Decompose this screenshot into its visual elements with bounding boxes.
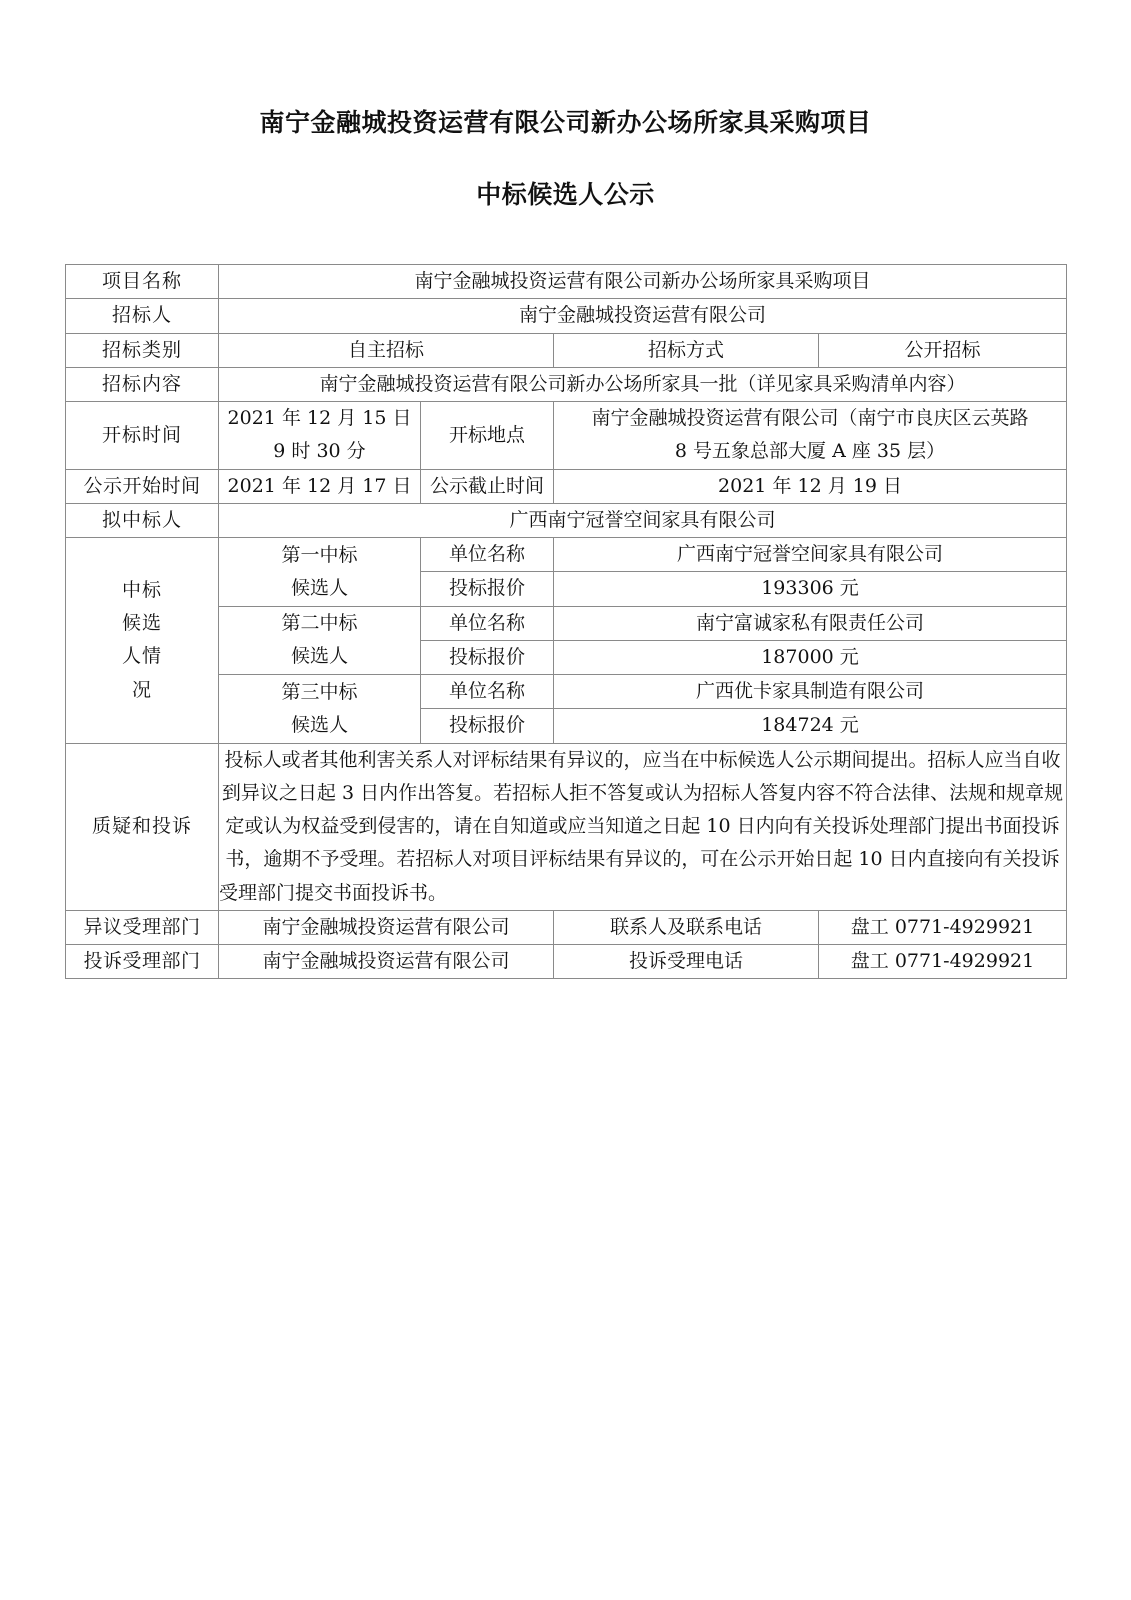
candidate-3-company: 广西优卡家具制造有限公司 [554,675,1067,709]
table-row [66,299,1067,333]
publicity-end-value: 2021 年 12 月 19 日 [554,469,1067,503]
page-subtitle: 中标候选人公示 [476,180,655,209]
table-row [66,503,1067,537]
candidate-2-price: 187000 元 [554,640,1067,674]
objection-contact-value: 盘工 0771-4929921 [819,910,1067,944]
publicity-end-label: 公示截止时间 [421,469,554,503]
table-row [66,469,1067,503]
candidate-3-name-label: 单位名称 [421,675,554,709]
bid-opening-place-line1: 南宁金融城投资运营有限公司（南宁市良庆区云英路 [591,407,1029,429]
candidates-label-line-2: 候选 [121,612,162,634]
complaint-phone-value: 盘工 0771-4929921 [819,945,1067,979]
bid-opening-place-line2: 8 号五象总部大厦 A 座 35 层） [674,440,946,463]
bid-opening-time-value [219,402,421,470]
candidate-1-name-label: 单位名称 [421,538,554,572]
publicity-start-label: 公示开始时间 [66,469,219,503]
candidate-rank-2-line1: 第二中标 [281,612,358,634]
table-row [66,265,1067,299]
page-title: 南宁金融城投资运营有限公司新办公场所家具采购项目 [259,108,872,137]
complaints-paragraph: 投标人或者其他利害关系人对评标结果有异议的，应当在中标候选人公示期间提出。招标人应当自收到异议之日起 3 日内作出答复。若招标人拒不答复或认为招标人答复内容不符合法律、法规和规章规定或认为权益受到侵害的，请在自知道或应当知道之日起 10 日内向有关投诉处理部门提出书面投诉书，逾期不予受理。若招标人对项目评标结果有异议的，可在公示开始日起 10 日内直接向有关投诉受理部门提交书面投诉书。 [219,748,1064,904]
complaints-label: 质疑和投诉 [66,743,219,910]
candidates-label-line-3: 人情 [121,645,162,668]
candidate-1-price: 193306 元 [554,572,1067,606]
candidates-label-line-4: 况 [131,678,152,701]
tender-method-value: 公开招标 [819,333,1067,367]
tender-content-label: 招标内容 [66,367,219,401]
bid-opening-time-line1: 2021 年 12 月 15 日 [227,407,412,429]
candidate-3-price: 184724 元 [554,709,1067,743]
candidate-rank-3 [219,675,421,744]
tenderee-value: 南宁金融城投资运营有限公司 [219,299,1067,333]
bid-opening-place-label: 开标地点 [421,402,554,470]
candidate-3-price-label: 投标报价 [421,709,554,743]
candidates-label-line-1: 中标 [121,578,162,601]
candidate-1-company: 广西南宁冠誉空间家具有限公司 [554,538,1067,572]
table-row [66,743,1067,910]
candidate-rank-1 [219,538,421,607]
table-row [66,367,1067,401]
objection-dept-value: 南宁金融城投资运营有限公司 [219,910,554,944]
complaint-phone-label: 投诉受理电话 [554,945,819,979]
candidate-rank-2 [219,606,421,675]
tender-category-value: 自主招标 [219,333,554,367]
table-row [66,910,1067,944]
bid-opening-time-label: 开标时间 [66,402,219,470]
project-name-label: 项目名称 [66,265,219,299]
tender-content-value: 南宁金融城投资运营有限公司新办公场所家具一批（详见家具采购清单内容） [219,367,1067,401]
complaints-text [219,743,1067,910]
proposed-winner-value: 广西南宁冠誉空间家具有限公司 [219,503,1067,537]
tender-method-label: 招标方式 [554,333,819,367]
objection-contact-label: 联系人及联系电话 [554,910,819,944]
bid-opening-time-line2: 9 时 30 分 [273,440,366,463]
tender-category-label: 招标类别 [66,333,219,367]
table-row [66,538,1067,572]
bid-opening-place-value [554,402,1067,470]
objection-dept-label: 异议受理部门 [66,910,219,944]
tenderee-label: 招标人 [66,299,219,333]
announcement-table-wrapper [65,210,1066,979]
candidate-rank-3-line1: 第三中标 [281,680,358,703]
announcement-table [65,264,1067,979]
candidate-2-price-label: 投标报价 [421,640,554,674]
candidate-rank-1-line2: 候选人 [290,576,348,599]
table-row [66,402,1067,470]
complaint-dept-label: 投诉受理部门 [66,945,219,979]
candidate-rank-2-line2: 候选人 [290,645,348,668]
candidates-section-label [66,538,219,744]
complaint-dept-value: 南宁金融城投资运营有限公司 [219,945,554,979]
table-row [66,945,1067,979]
candidate-rank-3-line2: 候选人 [290,713,348,736]
project-name-value: 南宁金融城投资运营有限公司新办公场所家具采购项目 [219,265,1067,299]
candidate-2-company: 南宁富诚家私有限责任公司 [554,606,1067,640]
table-row [66,333,1067,367]
candidate-2-name-label: 单位名称 [421,606,554,640]
proposed-winner-label: 拟中标人 [66,503,219,537]
candidate-rank-1-line1: 第一中标 [281,543,358,566]
publicity-start-value: 2021 年 12 月 17 日 [219,469,421,503]
candidate-1-price-label: 投标报价 [421,572,554,606]
